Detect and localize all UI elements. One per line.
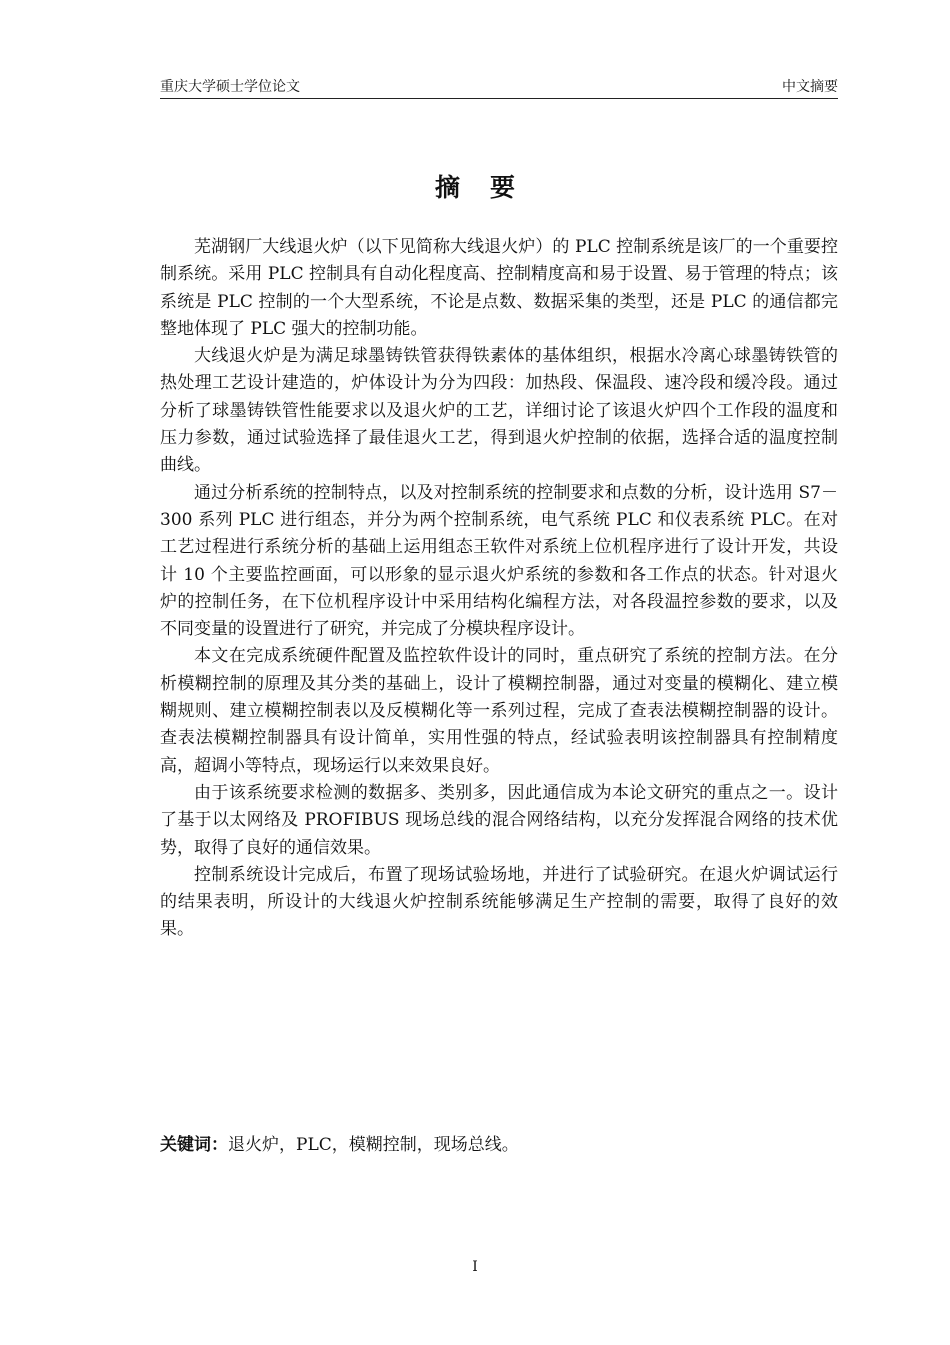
abstract-paragraph-6: 控制系统设计完成后，布置了现场试验场地，并进行了试验研究。在退火炉调试运行的结果表明，所设计的大线退火炉控制系统能够满足生产控制的需要，取得了良好的效果。 (160, 864, 838, 940)
keywords-line (160, 1132, 838, 1159)
running-header (160, 74, 838, 99)
abstract-paragraph-5: 由于该系统要求检测的数据多、类别多，因此通信成为本论文研究的重点之一。设计了基于以太网络及 PROFIBUS 现场总线的混合网络结构，以充分发挥混合网络的技术优势，取得了良好的通信效果。 (160, 782, 838, 858)
keywords-label: 关键词： (160, 1135, 228, 1155)
page-number: I (472, 1259, 478, 1275)
header-section-name: 中文摘要 (782, 79, 838, 95)
abstract-paragraph-3: 通过分析系统的控制特点，以及对控制系统的控制要求和点数的分析，设计选用 S7－300 系列 PLC 进行组态，并分为两个控制系统，电气系统 PLC 和仪表系统 PLC。在对工艺过程进行系统分析的基础上运用组态王软件对系统上位机程序进行了设计开发，共设计 10 个主要监控画面，可以形象的显示退火炉系统的参数和各工作点的状态。针对退火炉的控制任务，在下位机程序设计中采用结构化编程方法，对各段温控参数的要求，以及不同变量的设置进行了研究，并完成了分模块程序设计。 (160, 482, 838, 640)
abstract-title: 摘要 (434, 173, 545, 202)
abstract-paragraph-1: 芜湖钢厂大线退火炉（以下见简称大线退火炉）的 PLC 控制系统是该厂的一个重要控制系统。采用 PLC 控制具有自动化程度高、控制精度高和易于设置、易于管理的特点；该系统是 PLC 控制的一个大型系统，不论是点数、数据采集的类型，还是 PLC 的通信都完整地体现了 PLC 强大的控制功能。 (160, 237, 838, 339)
abstract-paragraph-4: 本文在完成系统硬件配置及监控软件设计的同时，重点研究了系统的控制方法。在分析模糊控制的原理及其分类的基础上，设计了模糊控制器，通过对变量的模糊化、建立模糊规则、建立模糊控制表以及反模糊化等一系列过程，完成了查表法模糊控制器的设计。查表法模糊控制器具有设计简单，实用性强的特点，经试验表明该控制器具有控制精度高，超调小等特点，现场运行以来效果良好。 (160, 646, 838, 776)
keywords-text: 退火炉，PLC，模糊控制，现场总线。 (228, 1135, 519, 1155)
abstract-paragraph-2: 大线退火炉是为满足球墨铸铁管获得铁素体的基体组织，根据水冷离心球墨铸铁管的热处理工艺设计建造的，炉体设计为分为四段：加热段、保温段、速冷段和缓冷段。通过分析了球墨铸铁管性能要求以及退火炉的工艺，详细讨论了该退火炉四个工作段的温度和压力参数，通过试验选择了最佳退火工艺，得到退火炉控制的依据，选择合适的温度控制曲线。 (160, 346, 838, 476)
abstract-body (160, 234, 838, 944)
header-thesis-name: 重庆大学硕士学位论文 (160, 79, 300, 95)
